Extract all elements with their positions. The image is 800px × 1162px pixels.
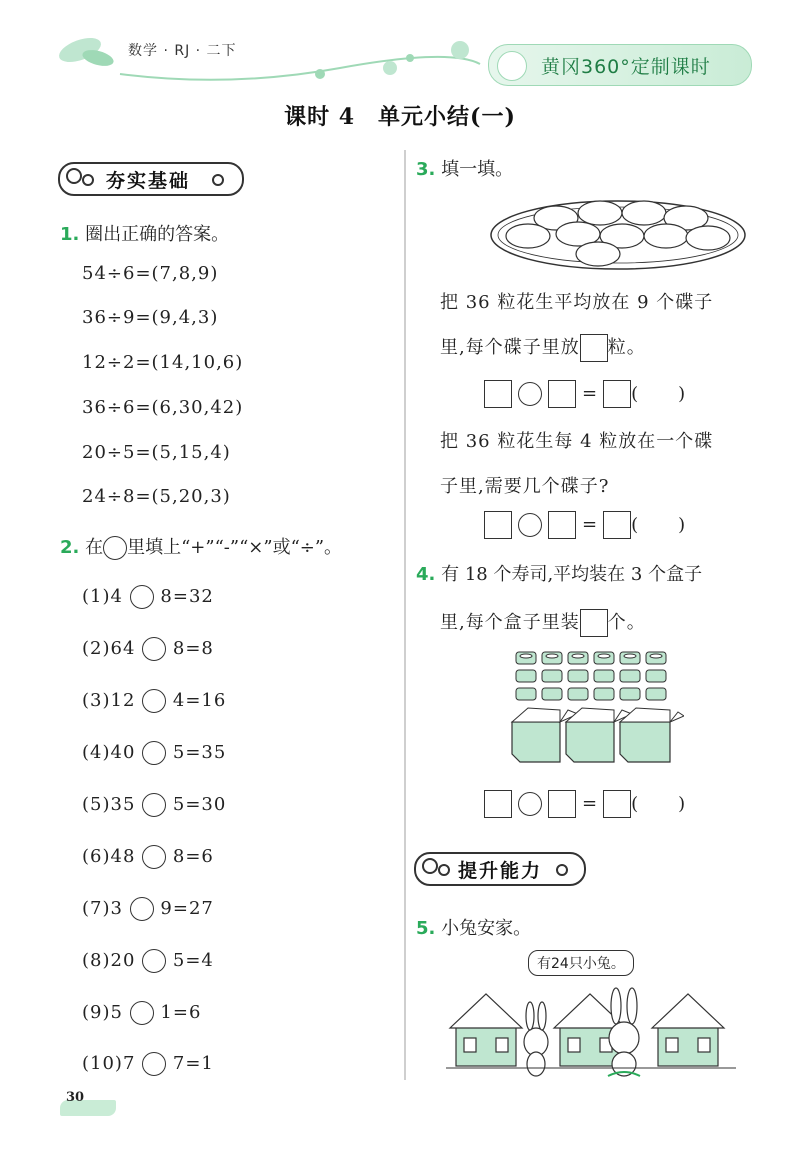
- q2-item: [82, 949, 214, 973]
- q2-item-label: (1)4: [82, 586, 123, 607]
- q1-prompt: [60, 220, 229, 246]
- operator-blank[interactable]: [142, 845, 166, 869]
- q2-item-label: (6)48: [82, 846, 136, 867]
- operator-blank[interactable]: [130, 585, 154, 609]
- tag-circle-icon: [556, 864, 568, 876]
- q1-item[interactable]: 54÷6=(7,8,9): [82, 263, 219, 284]
- equation-box[interactable]: [548, 790, 576, 818]
- q2-item-label: (5)35: [82, 794, 136, 815]
- q3-part1-line2: [440, 333, 646, 362]
- q3-part2-line1: 把 36 粒花生每 4 粒放在一个碟: [440, 431, 714, 452]
- q5-number: 5.: [416, 918, 436, 939]
- q2-item: [82, 741, 226, 765]
- q4-text: 有 18 个寿司,平均装在 3 个盒子: [441, 564, 703, 585]
- q2-item-label: (7)3: [82, 898, 123, 919]
- section-title-advanced: 提升能力: [458, 860, 543, 882]
- operator-blank[interactable]: [142, 689, 166, 713]
- tag-circle-icon: [212, 174, 224, 186]
- unit-paren-close: ): [678, 793, 686, 815]
- tag-circle-icon: [438, 864, 450, 876]
- blank-circle-icon: [103, 536, 127, 560]
- q3-part1-unit: 粒。: [607, 337, 646, 358]
- q2-item-label: (9)5: [82, 1002, 123, 1023]
- operator-blank[interactable]: [518, 792, 542, 816]
- equation-row: [484, 511, 685, 539]
- q3-prompt: [416, 155, 513, 181]
- q2-item-rhs: 7=1: [172, 1053, 214, 1074]
- q2-item: [82, 1052, 214, 1076]
- q2-item-rhs: 8=32: [160, 586, 214, 607]
- equation-box[interactable]: [603, 511, 631, 539]
- column-divider: [404, 150, 406, 1080]
- equals-sign: =: [582, 793, 598, 814]
- equation-box[interactable]: [484, 790, 512, 818]
- q2-item-label: (4)40: [82, 742, 136, 763]
- operator-blank[interactable]: [142, 1052, 166, 1076]
- q4-number: 4.: [416, 564, 436, 585]
- q5-prompt: [416, 914, 531, 940]
- q2-item-rhs: 8=6: [172, 846, 214, 867]
- sushi-boxes-illustration: [508, 650, 684, 766]
- q2-item: [82, 689, 226, 713]
- q1-item[interactable]: 12÷2=(14,10,6): [82, 352, 244, 373]
- q2-item-rhs: 1=6: [160, 1002, 202, 1023]
- equation-box[interactable]: [548, 380, 576, 408]
- q2-number: 2.: [60, 537, 80, 558]
- page-title: 课时 4 单元小结(一): [284, 104, 516, 130]
- q2-item-rhs: 5=30: [172, 794, 227, 815]
- q4-line1: [416, 560, 702, 586]
- q1-item[interactable]: 20÷5=(5,15,4): [82, 442, 231, 463]
- speech-bubble: 有24只小兔。: [528, 950, 634, 976]
- q2-item: [82, 585, 214, 609]
- operator-blank[interactable]: [130, 897, 154, 921]
- q2-item: [82, 845, 214, 869]
- q2-text-post: 里填上“+”“-”“×”或“÷”。: [127, 537, 343, 558]
- q4-unit: 个。: [607, 612, 646, 633]
- q3-number: 3.: [416, 159, 436, 180]
- unit-paren-open: (: [631, 383, 639, 405]
- equals-sign: =: [582, 383, 598, 404]
- q2-item-rhs: 5=35: [172, 742, 227, 763]
- header-leaf-decoration: [50, 28, 490, 98]
- q1-item[interactable]: 24÷8=(5,20,3): [82, 486, 231, 507]
- q2-item-rhs: 9=27: [160, 898, 214, 919]
- q2-item-label: (2)64: [82, 638, 136, 659]
- q5-text: 小兔安家。: [441, 918, 532, 939]
- plates-illustration: [488, 198, 748, 272]
- unit-paren-close: ): [678, 383, 686, 405]
- operator-blank[interactable]: [142, 637, 166, 661]
- q1-item[interactable]: 36÷9=(9,4,3): [82, 307, 219, 328]
- equation-box[interactable]: [484, 380, 512, 408]
- equation-row: [484, 790, 685, 818]
- operator-blank[interactable]: [518, 513, 542, 537]
- equation-row: [484, 380, 685, 408]
- operator-blank[interactable]: [142, 949, 166, 973]
- unit-paren-close: ): [678, 514, 686, 536]
- q2-item-rhs: 8=8: [172, 638, 214, 659]
- q4-line2: [440, 608, 646, 637]
- operator-blank[interactable]: [142, 793, 166, 817]
- operator-blank[interactable]: [142, 741, 166, 765]
- q4-text-pre: 里,每个盒子里装: [440, 612, 580, 633]
- rabbit-houses-illustration: [446, 976, 736, 1082]
- q1-number: 1.: [60, 224, 80, 245]
- answer-box[interactable]: [580, 334, 608, 362]
- q3-part1-text: 里,每个碟子里放: [440, 337, 580, 358]
- q3-part1-line1: 把 36 粒花生平均放在 9 个碟子: [440, 292, 714, 313]
- brand-circle-icon: [497, 51, 527, 81]
- operator-blank[interactable]: [130, 1001, 154, 1025]
- q2-item-rhs: 4=16: [172, 690, 227, 711]
- operator-blank[interactable]: [518, 382, 542, 406]
- equation-box[interactable]: [548, 511, 576, 539]
- q2-item: [82, 793, 226, 817]
- q1-item[interactable]: 36÷6=(6,30,42): [82, 397, 244, 418]
- q1-text: 圈出正确的答案。: [85, 224, 230, 245]
- q3-part2-line2: 子里,需要几个碟子?: [440, 476, 610, 497]
- q2-prompt: [60, 533, 342, 560]
- page-number: 30: [66, 1090, 85, 1105]
- q2-text-pre: 在: [85, 537, 104, 558]
- header-brand-badge: [488, 44, 752, 86]
- tag-circle-icon: [66, 168, 82, 184]
- section-tag-advanced: [414, 852, 586, 886]
- q2-item-rhs: 5=4: [172, 950, 214, 971]
- q2-item-label: (10)7: [82, 1053, 136, 1074]
- answer-box[interactable]: [580, 609, 608, 637]
- q2-item: [82, 897, 214, 921]
- equals-sign: =: [582, 514, 598, 535]
- tag-circle-icon: [82, 174, 94, 186]
- unit-paren-open: (: [631, 514, 639, 536]
- unit-paren-open: (: [631, 793, 639, 815]
- header-brand-text: 黄冈360°定制课时: [541, 56, 711, 78]
- q3-text: 填一填。: [441, 159, 514, 180]
- q2-item: [82, 1001, 201, 1025]
- q2-item: [82, 637, 214, 661]
- equation-box[interactable]: [484, 511, 512, 539]
- equation-box[interactable]: [603, 790, 631, 818]
- q2-item-label: (3)12: [82, 690, 136, 711]
- equation-box[interactable]: [603, 380, 631, 408]
- q2-item-label: (8)20: [82, 950, 136, 971]
- section-title-basic: 夯实基础: [106, 170, 191, 192]
- header-subject: 数学 · RJ · 二下: [128, 43, 237, 59]
- section-tag-basic: [58, 162, 244, 196]
- tag-circle-icon: [422, 858, 438, 874]
